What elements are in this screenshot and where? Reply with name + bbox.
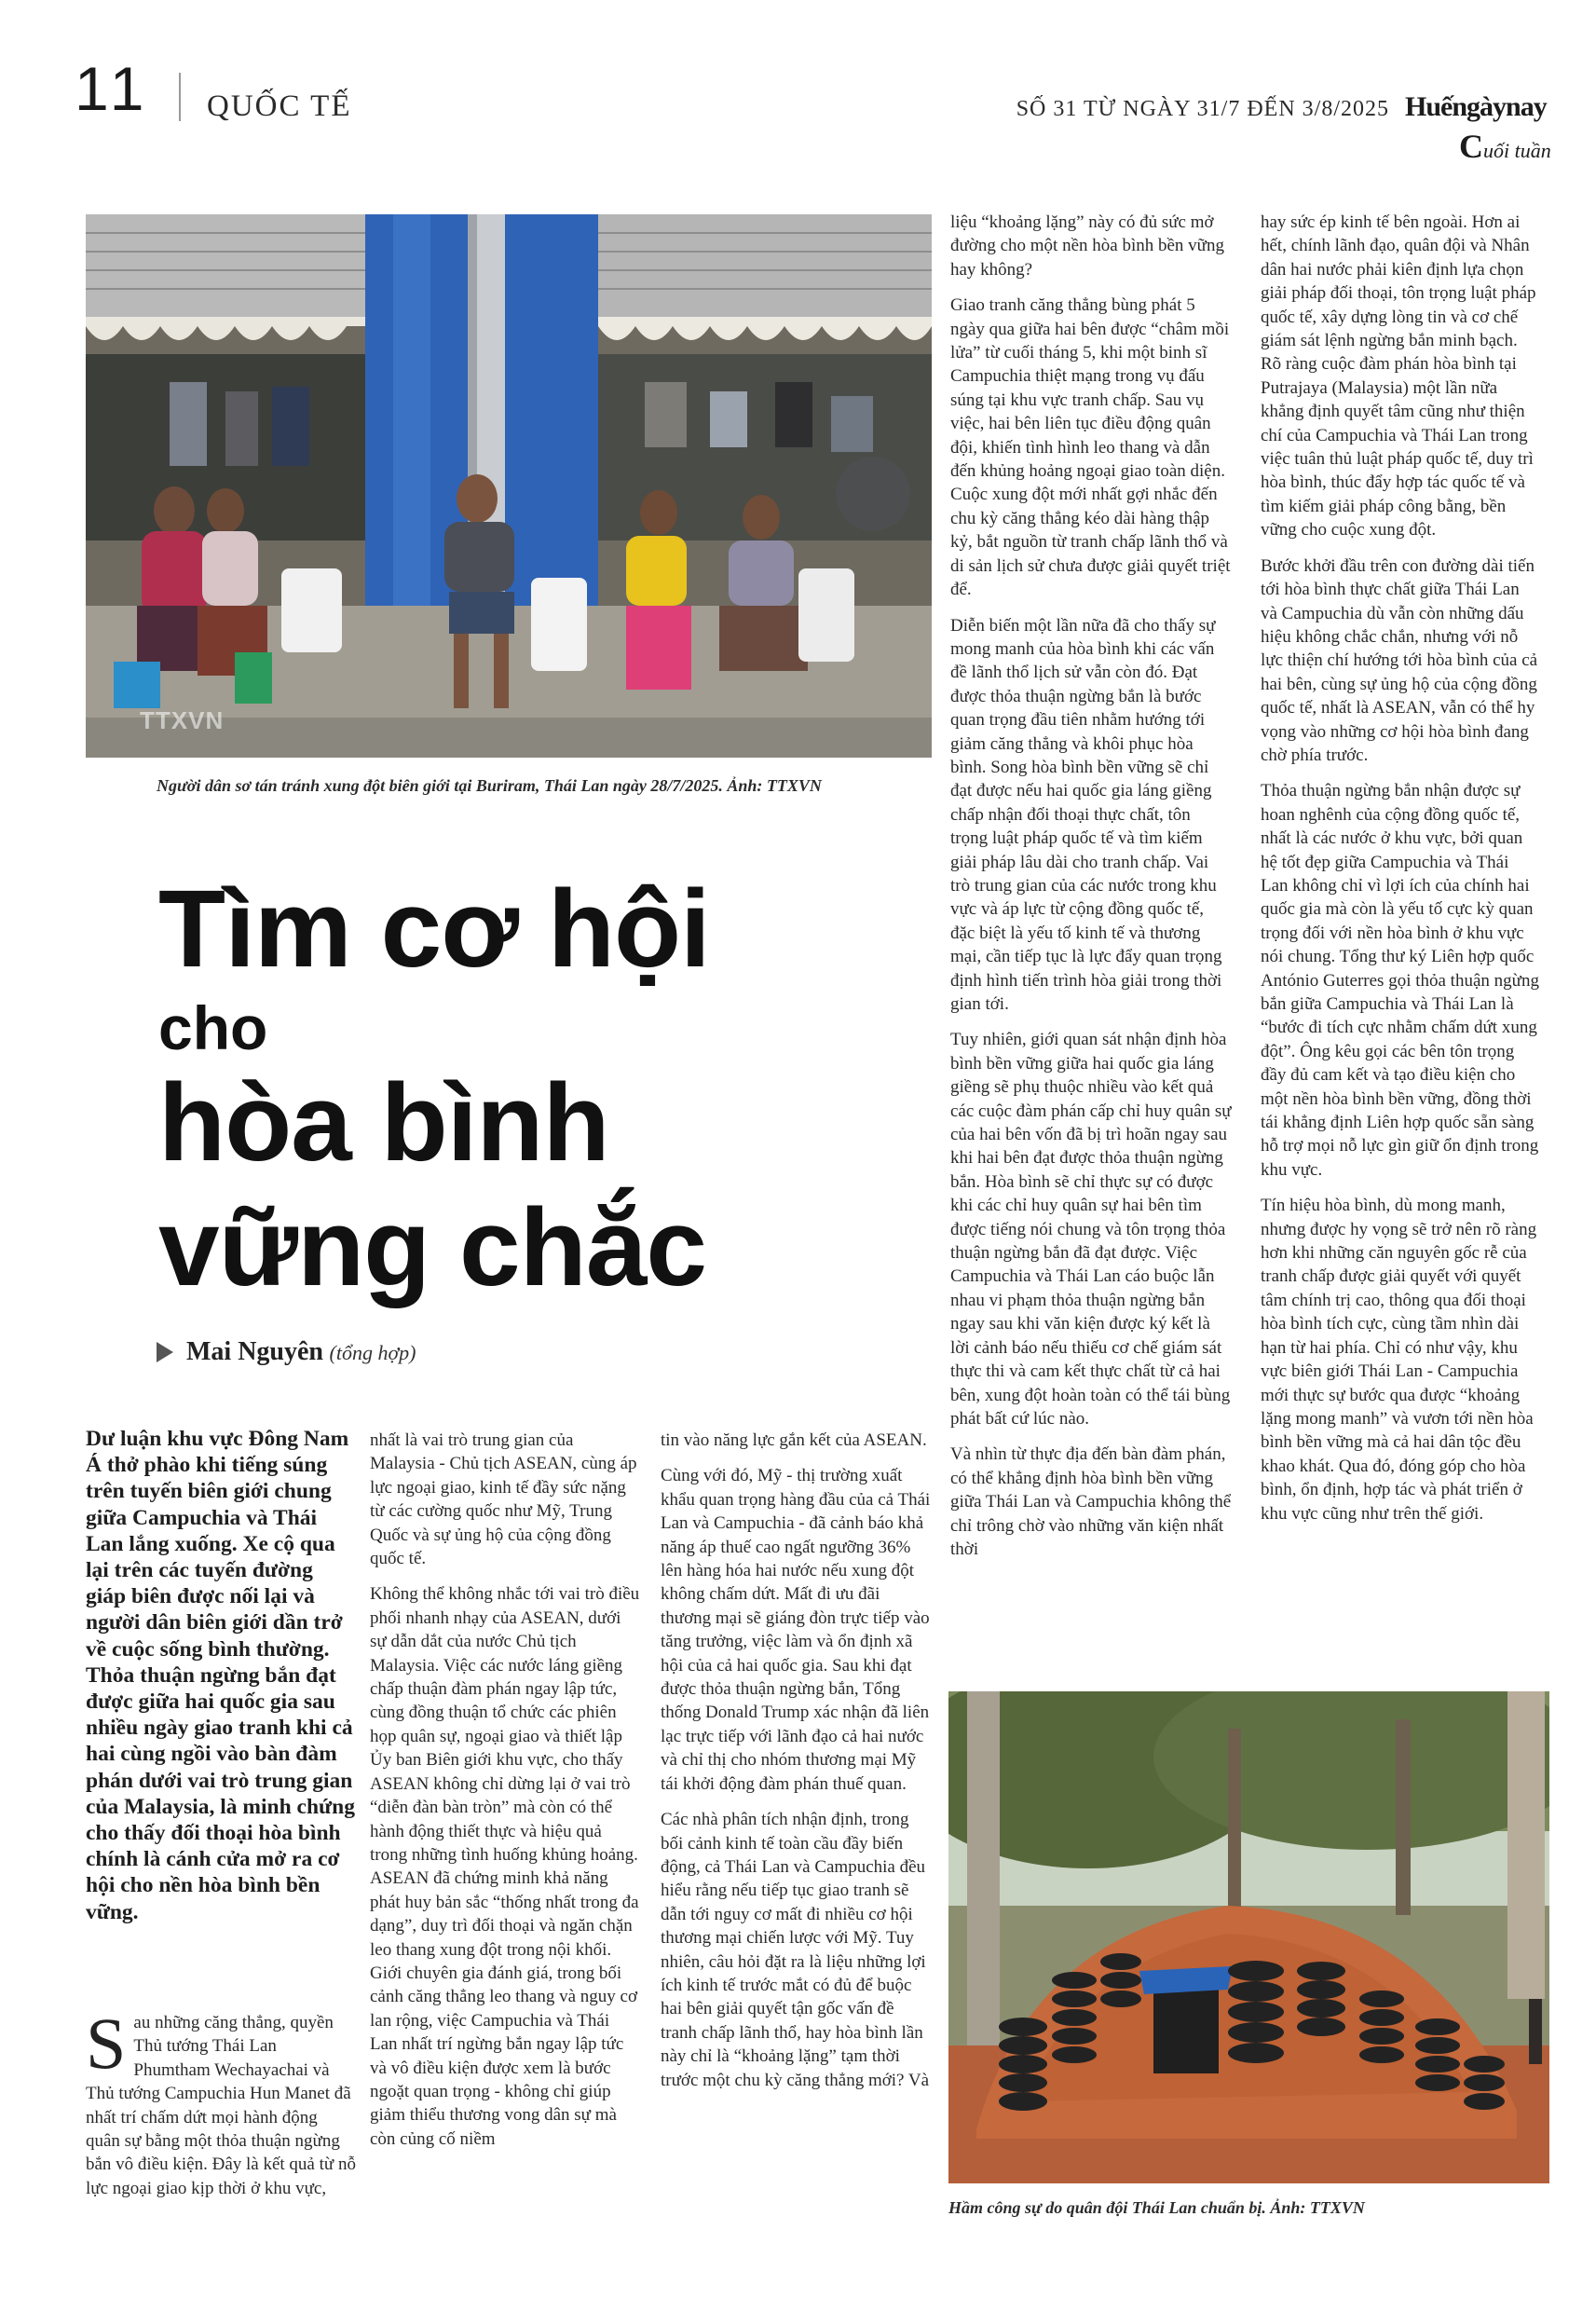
column-2 (370, 1429, 640, 2163)
column-5 (1261, 211, 1540, 1538)
drop-cap: S (86, 2003, 127, 2084)
masthead-sub-initial: C (1459, 128, 1483, 165)
paragraph: Tín hiệu hòa bình, dù mong manh, nhưng được hy vọng sẽ trở nên rõ ràng hơn khi những căn nguyên gốc rễ của tranh chấp được giải quyết với quyết tâm chính trị cao, thông qua đối thoại hòa bình tích cực, cùng tầm nhìn dài hạn từ hai phía. Chỉ có như vậy, khu vực biên giới Thái Lan - Campuchia mới thực sự bước qua được “khoảng lặng mong manh” và vươn tới nền hòa bình bền vững mà cả hai dân tộc đều khao khát. Qua đó, đóng góp cho hòa bình, ổn định, hợp tác và phát triển ở khu vực cũng như trên thế giới. (1261, 1196, 1537, 1524)
byline (157, 1337, 416, 1367)
column-4-text (950, 211, 1232, 1573)
play-icon (157, 1342, 173, 1362)
header-divider (179, 73, 181, 121)
paragraph-text: au những căng thẳng, quyền Thủ tướng Thái Lan Phumtham Wechayachai và Thủ tướng Campuchia Hun Manet đã nhất trí chấm dứt mọi hành động quân sự bằng một thỏa thuận ngừng bắn vô điều kiện. Đây là kết quả từ nỗ lực ngoại giao kịp thời ở khu vực, (86, 2013, 356, 2198)
photo-caption-top: Người dân sơ tán tránh xung đột biên giới tại Buriram, Thái Lan ngày 28/7/2025. Ảnh: TTXVN (157, 776, 822, 795)
photo-caption-bottom: Hầm công sự do quân đội Thái Lan chuẩn bị. Ảnh: TTXVN (948, 2198, 1365, 2217)
masthead-sub (1459, 127, 1551, 166)
photo-evacuees (86, 214, 932, 758)
paragraph: Diễn biến một lần nữa đã cho thấy sự mong manh của hòa bình khi các vấn đề lãnh thổ lịch sử vẫn còn đó. Đạt được thỏa thuận ngừng bắn là bước quan trọng đầu tiên nhằm hướng tới giảm căng thẳng và khôi phục hòa bình. Song hòa bình bền vững sẽ chỉ đạt được nếu hai quốc gia láng giềng chấp nhận đối thoại thực chất, tôn trọng luật pháp quốc tế và tìm kiếm giải pháp lâu dài cho tranh chấp. Vai trò trung gian của các nước trong khu vực và áp lực từ cộng đồng quốc tế, đặc biệt là yếu tố kinh tế và thương mại, cần tiếp tục là lực đẩy quan trọng định hình tiến trình hòa giải trong thời gian tới. (950, 615, 1222, 1014)
article-title-line4: vững chắc (158, 1186, 706, 1309)
paragraph: Giao tranh căng thẳng bùng phát 5 ngày qua giữa hai bên được “châm mồi lửa” từ cuối tháng 5, khi một binh sĩ Campuchia thiệt mạng trong vụ đấu súng tại khu vực tranh chấp. Sau vụ việc, hai bên liên tục điều động quân đội, khiến tình hình leo thang và dẫn đến khủng hoảng ngoại giao toàn diện. Cuộc xung đột mới nhất gợi nhắc đến chu kỳ căng thẳng kéo dài hàng thập kỷ, bắt nguồn từ tranh chấp lãnh thổ và di sản lịch sử chưa được giải quyết triệt để. (950, 295, 1231, 600)
paragraph: Các nhà phân tích nhận định, trong bối cảnh kinh tế toàn cầu đầy biến động, cả Thái Lan và Campuchia đều hiểu rằng nếu tiếp tục giao tranh sẽ dẫn tới nguy cơ mất đi nhiều cơ hội thương mại chiến lược với Mỹ. Tuy nhiên, câu hỏi đặt ra là liệu những lợi ích kinh tế trước mắt có đủ để buộc hai bên giải quyết tận gốc vấn đề tranh chấp lãnh thổ, hay hòa bình lần này chỉ là “khoảng lặng” tạm thời trước một chu kỳ căng thẳng mới? Và (661, 1810, 930, 2090)
issue-info: SỐ 31 TỪ NGÀY 31/7 ĐẾN 3/8/2025 (1016, 97, 1389, 121)
paragraph: Tuy nhiên, giới quan sát nhận định hòa bình bền vững giữa hai quốc gia láng giềng sẽ phụ thuộc nhiều vào kết quả các cuộc đàm phán cấp chỉ huy quân sự của hai bên vốn đã bị trì hoãn ngay sau khi hai bên đạt được thỏa thuận ngừng bắn. Hòa bình sẽ chỉ thực sự có được khi các chỉ huy quân sự hai bên tìm được tiếng nói chung và tôn trọng thỏa thuận ngừng bắn đã đạt được. Việc Campuchia và Thái Lan cáo buộc lẫn nhau vi phạm thỏa thuận ngừng bắn ngay sau khi văn kiện được ký kết là lời cảnh báo nếu thiếu cơ chế giám sát thực thi và cam kết thực chất từ cả hai bên, xung đột hoàn toàn có thể tái bùng phát bất cứ lúc nào. (950, 1030, 1232, 1429)
column-3 (661, 1429, 931, 2104)
photo-watermark: TTXVN (140, 706, 225, 734)
author-name: Mai Nguyên (186, 1337, 323, 1366)
paragraph (86, 2003, 356, 2200)
column-1 (86, 2003, 356, 2212)
author-note: (tổng hợp) (329, 1341, 416, 1364)
paragraph: Thỏa thuận ngừng bắn nhận được sự hoan nghênh của cộng đồng quốc tế, nhất là các nước ở khu vực, bởi quan hệ tốt đẹp giữa Campuchia và Thái Lan không chỉ vì lợi ích của chính hai quốc gia mà còn là yếu tố cực kỳ quan trọng đối với nền hòa bình ở khu vực nói chung. Tổng thư ký Liên hợp quốc António Guterres gọi thỏa thuận ngừng bắn giữa Campuchia và Thái Lan là “bước đi tích cực nhằm chấm dứt xung đột”. Ông kêu gọi các bên tôn trọng đầy đủ cam kết và tạo điều kiện cho một nền hòa bình bền vững, đồng thời tái khẳng định Liên hợp quốc sẵn sàng hỗ trợ mọi nỗ lực gìn giữ ổn định trong khu vực. (1261, 781, 1539, 1180)
section-name: QUỐC TẾ (207, 89, 352, 123)
article-title-line3: hòa bình (158, 1061, 609, 1184)
paragraph: Và nhìn từ thực địa đến bàn đàm phán, có thể khẳng định hòa bình bền vững giữa Thái Lan và Campuchia không thể chỉ trông chờ vào những văn kiện nhất thời (950, 1444, 1232, 1559)
page-number: 11 (75, 54, 150, 123)
paragraph: liệu “khoảng lặng” này có đủ sức mở đường cho một nền hòa bình bền vững hay không? (950, 212, 1224, 280)
photo-bunker (948, 1691, 1549, 2183)
masthead-logo: Huếngàynay (1405, 91, 1547, 122)
photo-evacuees-illustration (86, 214, 932, 758)
photo-bunker-illustration (948, 1691, 1549, 2183)
paragraph: hay sức ép kinh tế bên ngoài. Hơn ai hết, chính lãnh đạo, quân đội và Nhân dân hai nước phải kiên định lựa chọn giải pháp đối thoại, tôn trọng luật pháp quốc tế, xây dựng lòng tin và cơ chế giám sát lệnh ngừng bắn minh bạch. Rõ ràng cuộc đàm phán hòa bình tại Putrajaya (Malaysia) một lần nữa khẳng định quyết tâm cũng như thiện chí của Campuchia và Thái Lan trong việc tuân thủ luật pháp quốc tế, duy trì hòa bình, thúc đẩy hợp tác quốc tế và tìm kiếm giải pháp công bằng, bền vững cho cuộc xung đột. (1261, 212, 1536, 540)
paragraph: tin vào năng lực gắn kết của ASEAN. (661, 1430, 927, 1450)
paragraph: nhất là vai trò trung gian của Malaysia - Chủ tịch ASEAN, cùng áp lực ngoại giao, kinh tế đầy sức nặng từ các cường quốc như Mỹ, Trung Quốc và sự ủng hộ của cộng đồng quốc tế. (370, 1430, 637, 1569)
masthead-sub-rest: uối tuần (1483, 139, 1551, 162)
article-title-line2: cho (158, 993, 268, 1062)
paragraph: Bước khởi đầu trên con đường dài tiến tới hòa bình thực chất giữa Thái Lan và Campuchia dù vẫn còn những dấu hiệu không chắc chắn, nhưng với nỗ lực thiện chí hướng tới hòa bình của cả hai bên, cùng sự ủng hộ của cộng đồng quốc tế, nhất là ASEAN, vẫn có thể hy vọng vào những cơ hội hòa bình đang chờ phía trước. (1261, 555, 1538, 765)
article-title-line1: Tìm cơ hội (158, 868, 710, 991)
lead-paragraph: Dư luận khu vực Đông Nam Á thở phào khi tiếng súng trên tuyến biên giới chung giữa Campuchia và Thái Lan lắng xuống. Xe cộ qua lại trên các tuyến đường giáp biên được nối lại và người dân biên giới dần trở về cuộc sống bình thường. Thỏa thuận ngừng bắn đạt được giữa hai quốc gia sau nhiều ngày giao tranh khi cả hai cùng ngồi vào bàn đàm phán dưới vai trò trung gian của Malaysia, là minh chứng cho thấy đối thoại hòa bình chính là cánh cửa mở ra cơ hội cho nền hòa bình bền vững. (86, 1427, 355, 1924)
paragraph: Cùng với đó, Mỹ - thị trường xuất khẩu quan trọng hàng đầu của cả Thái Lan và Campuchia - đã cảnh báo khả năng áp thuế cao ngất ngưỡng 36% lên hàng hóa hai nước nếu xung đột không chấm dứt. Mất đi ưu đãi thương mại sẽ giáng đòn trực tiếp vào tăng trưởng, việc làm và ổn định xã hội của cả hai quốc gia. Sau khi đạt được thỏa thuận ngừng bắn, Tổng thống Donald Trump xác nhận đã liên lạc trực tiếp với lãnh đạo cả hai nước và chỉ thị cho nhóm thương mại Mỹ tái khởi động đàm phán thuế quan. (661, 1466, 931, 1794)
paragraph: Không thể không nhắc tới vai trò điều phối nhanh nhạy của ASEAN, dưới sự dẫn dắt của nước Chủ tịch Malaysia. Việc các nước láng giềng chấp thuận đàm phán ngay lập tức, cùng đồng thuận tổ chức các phiên họp quân sự, ngoại giao và thiết lập Ủy ban Biên giới khu vực, cho thấy ASEAN không chỉ dừng lại ở vai trò “diễn đàn bàn tròn” mà còn có thể hành động thiết thực và hiệu quả trong những tình huống khủng hoảng. ASEAN đã chứng minh khả năng phát huy bản sắc “thống nhất trong đa dạng”, duy trì đối thoại và ngăn chặn leo thang xung đột trong nội khối. Giới chuyên gia đánh giá, trong bối cảnh căng thẳng leo thang và nguy cơ lan rộng, việc Campuchia và Thái Lan nhất trí ngừng bắn ngay lập tức và vô điều kiện được xem là bước ngoặt quan trọng - không chỉ giúp giảm thiểu thương vong dân sự mà còn củng cố niềm (370, 1584, 640, 2149)
